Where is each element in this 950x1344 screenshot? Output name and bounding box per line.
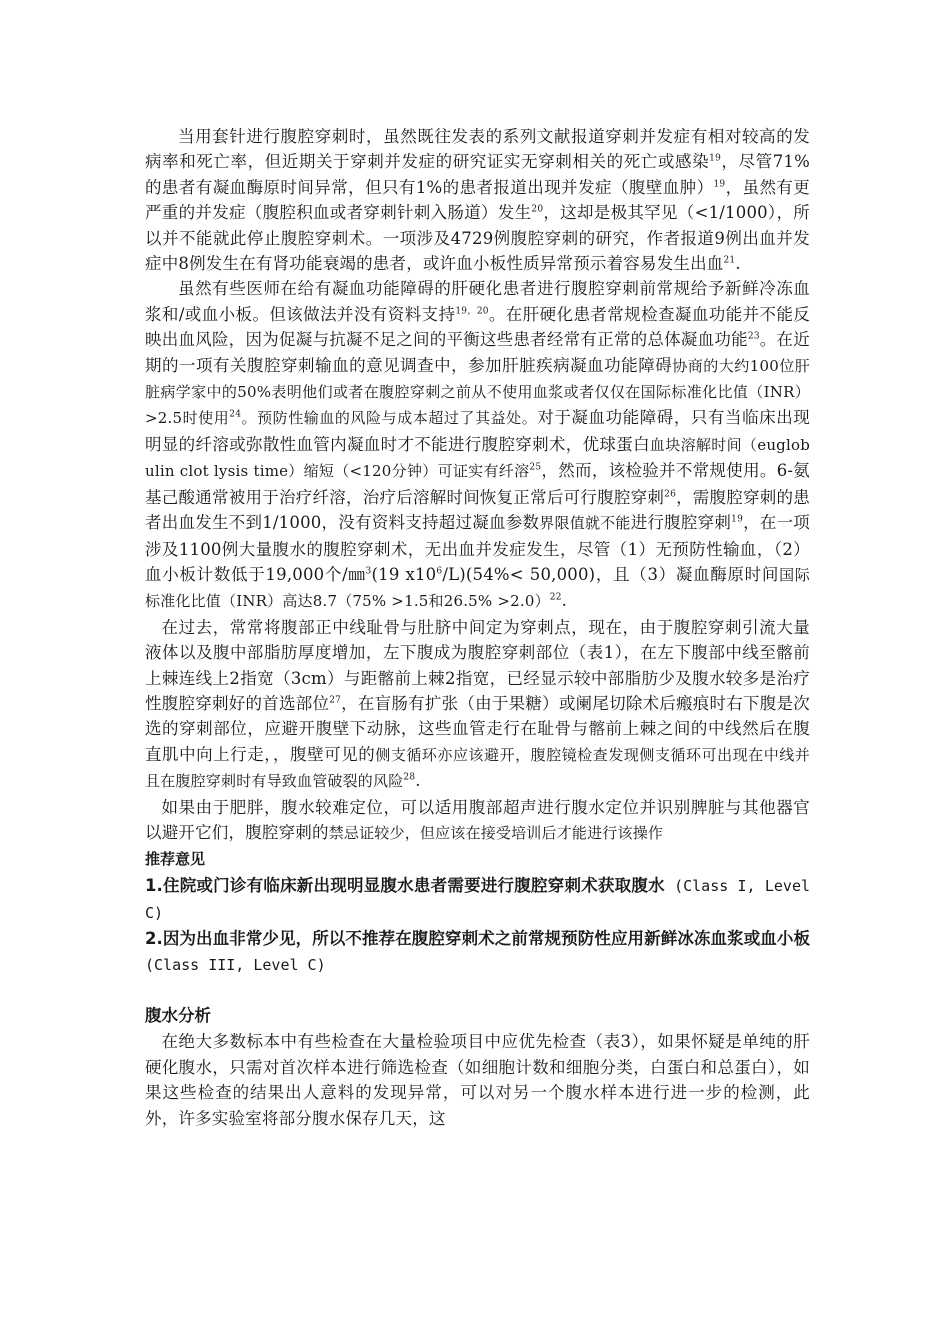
text-run: /L)(54%< 50,000)，且（3）凝血酶原时间	[442, 564, 780, 584]
superscript: 3	[365, 566, 372, 577]
recommendation-1	[145, 873, 810, 926]
superscript: 6	[436, 566, 443, 577]
text-run: .	[561, 591, 568, 611]
paragraph-ascites-analysis	[145, 1029, 810, 1131]
citation-ref: 27	[329, 695, 342, 706]
citation-ref: 19	[709, 153, 722, 164]
citation-ref: 23	[747, 331, 760, 342]
recommendation-2	[145, 926, 810, 978]
text-run: ，虽然有更严重的并发症（腹腔积血或者穿刺针刺入肠道）发生	[145, 177, 810, 223]
citation-ref: 20	[531, 204, 544, 215]
text-run: ，然而，该检验并不常规使用。6-氨基己酸通常被用于治疗纤溶，治疗后溶解时间恢复正常后可行腹腔穿刺	[145, 461, 810, 507]
text-run: 。在肝硬化患者常规检查凝血功能并不能反映出血风险，因为促凝与抗凝不足之间的平衡这些患者经常有正常的总体凝血功能	[145, 304, 810, 350]
recommendations-heading: 推荐意见	[145, 850, 206, 869]
text-run: 。在近期的一项有关腹腔穿刺输血的意见调查中，参加肝脏疾病凝血功能障碍	[145, 330, 810, 375]
citation-ref: 19	[713, 179, 726, 190]
citation-ref: 26	[664, 489, 677, 500]
text-run: (19 x10	[371, 564, 437, 584]
recommendation-class: (Class III, Level C)	[145, 955, 326, 974]
citation-ref: 28	[403, 772, 416, 783]
text-run: ，这却是极其罕见（<1/1000），所以并不能就此停止腹腔穿刺术。一项涉及4729例腹腔穿刺的研究，作者报道9例出血并发症中8例发生在有肾功能衰竭的患者，或许血小板性质异常预示着容易发生出血	[145, 203, 810, 274]
citation-ref: 24	[229, 409, 242, 420]
text-run: 血块溶解时间（euglobulin clot lysis time）缩短（<120分钟）可证实有纤溶	[145, 435, 811, 481]
text-run: 在过去，常常将腹部正中线耻骨与肚脐中间定为穿刺点，现在，由于腹腔穿刺引流大量液体以及腹中部脂肪厚度增加，左下腹成为腹腔穿刺部位（表1），在左下腹部中线至髂前上棘连线上2指宽（3cm）与距髂前上棘2指宽，已经显示较中部脂肪少及腹水较多是治疗性腹腔穿刺好的首选部位	[145, 617, 810, 713]
text-run: 虽然有些医师在给有凝血功能障碍的肝硬化患者进行腹腔穿刺前常规给予新鲜冷冻血浆和/或血小板。但该做法并没有资料支持	[145, 279, 810, 324]
text-run: 侧支循环亦应该避开，腹腔镜检查发现侧支循环可出现在中线并且在腹腔穿刺时有导致血管破裂的风险	[145, 745, 810, 791]
recommendation-class: (Class I, Level C)	[145, 877, 811, 922]
blank-line	[145, 978, 810, 1003]
text-run: 进行腹腔穿刺	[630, 513, 732, 533]
paragraph-paracentesis-complications	[145, 124, 810, 276]
text-run: 对于凝血功能障碍，只有当临床出现明显的纤溶或弥散性血管内凝血时才不能进行腹腔穿刺术，优球蛋白	[145, 408, 810, 454]
paragraph-coagulopathy	[145, 276, 810, 614]
document-page	[145, 124, 810, 1131]
recommendation-text: 1.住院或门诊有临床新出现明显腹水患者需要进行腹腔穿刺术获取腹水	[145, 876, 665, 896]
text-run: 界限值就不能	[539, 514, 631, 533]
text-run: 协商的大约100位肝脏病学家中的50%表明他们或者在腹腔穿刺之前从不使用血浆或者仅仅在国际标准化比值（INR）>2.5时使用	[145, 356, 810, 428]
text-run: ，在一项涉及1100例大量腹水的腹腔穿刺术，无出血并发症发生，尽管（1）无预防性输血，（2）血小板计数低于19,000个/㎜	[145, 513, 811, 584]
paragraph-puncture-site	[145, 615, 810, 795]
text-run: .	[735, 254, 741, 274]
text-run: 在绝大多数标本中有些检查在大量检验项目中应优先检查（表3），如果怀疑是单纯的肝硬化腹水，只需对首次样本进行筛选检查（如细胞计数和细胞分类，白蛋白和总蛋白），如果这些检查的结果出人意料的发现异常，可以对另一个腹水样本进行进一步的检测，此外，许多实验室将部分腹水保存几天，这	[145, 1032, 810, 1128]
text-run: 当用套针进行腹腔穿刺时，虽然既往发表的系列文献报道穿刺并发症有相对较高的发病率和死亡率，但近期关于穿刺并发症的研究证实无穿刺相关的死亡或感染	[145, 127, 810, 172]
text-run: 如果由于肥胖，腹水较难定位，可以适用腹部超声进行腹水定位并识别脾脏与其他器官以避开它们，腹腔穿刺的	[145, 797, 810, 842]
citation-ref: 19，20	[455, 306, 489, 317]
text-run: 。预防性输血的风险与成本超过了其益处。	[241, 409, 538, 428]
recommendation-text: 2.因为出血非常少见，所以不推荐在腹腔穿刺术之前常规预防性应用新鲜冰冻血浆或血小板	[145, 929, 810, 949]
section-title: 腹水分析	[145, 1006, 211, 1026]
text-run: ，尽管71%的患者有凝血酶原时间异常，但只有1%的患者报道出现并发症（腹壁血肿）	[145, 152, 810, 197]
citation-ref: 21	[723, 255, 736, 266]
citation-ref: 19	[731, 514, 744, 525]
citation-ref: 22	[549, 592, 562, 603]
text-run: 禁忌证较少，但应该在接受培训后才能进行该操作	[328, 823, 664, 842]
citation-ref: 25	[529, 462, 542, 473]
text-run: 国际标准化比值（INR）高达8.7（75% >1.5和26.5% >2.0）	[145, 565, 810, 611]
text-run: .	[415, 771, 421, 791]
paragraph-ultrasound	[145, 795, 810, 847]
text-run: ，需腹腔穿刺的患者出血发生不到1/1000，没有资料支持超过凝血参数	[145, 487, 810, 533]
text-run: ，在盲肠有扩张（由于果糖）或阑尾切除术后瘢痕时右下腹是次选的穿刺部位，应避开腹壁下动脉，这些血管走行在耻骨与髂前上棘之间的中线然后在腹直肌中向上行走，，腹壁可见的	[145, 693, 810, 764]
